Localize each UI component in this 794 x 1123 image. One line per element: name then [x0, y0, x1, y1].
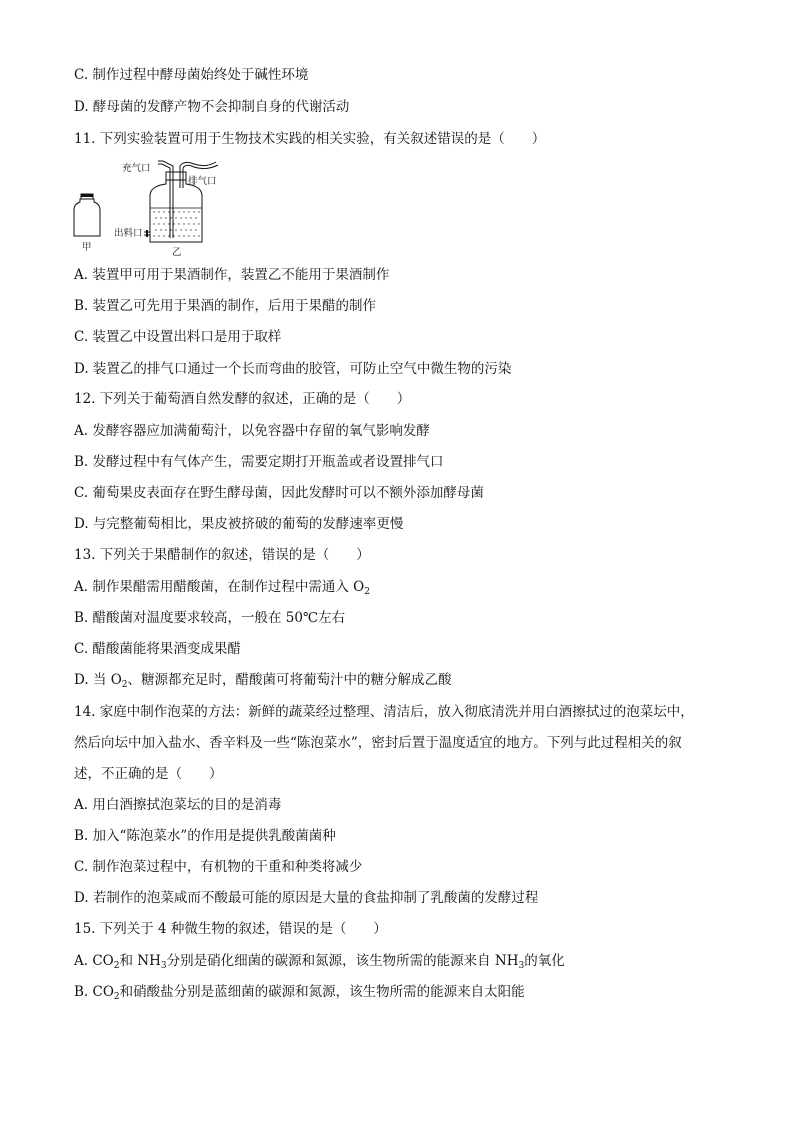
q13-option-b: B. 醋酸菌对温度要求较高，一般在 50℃左右	[74, 610, 346, 626]
fermentation-apparatus-figure	[66, 158, 236, 258]
q10-option-d: D. 酵母菌的发酵产物不会抑制自身的代谢活动	[74, 99, 350, 115]
q11-option-d: D. 装置乙的排气口通过一个长而弯曲的胶管，可防止空气中微生物的污染	[74, 361, 512, 377]
q14-option-a: A. 用白酒擦拭泡菜坛的目的是消毒	[74, 797, 282, 813]
q15-option-a	[74, 952, 565, 970]
q15a-text-1: A. CO	[74, 953, 114, 969]
q14-stem-line2: 然后向坛中加入盐水、香辛料及一些“陈泡菜水”，密封后置于温度适宜的地方。下列与此过程相关的叙	[74, 735, 682, 751]
q12-stem: 12. 下列关于葡萄酒自然发酵的叙述，正确的是（ ）	[74, 391, 411, 407]
label-exhaust: 排气口	[188, 176, 217, 187]
apparatus-diagram	[66, 158, 236, 258]
label-jia: 甲	[82, 242, 92, 253]
q15-stem: 15. 下列关于 4 种微生物的叙述，错误的是（ ）	[74, 921, 387, 937]
q11-stem: 11. 下列实验装置可用于生物技术实践的相关实验，有关叙述错误的是（ ）	[74, 131, 546, 147]
q14-stem-line1: 14. 家庭中制作泡菜的方法：新鲜的蔬菜经过整理、清洁后，放入彻底清洗并用白酒擦拭过的泡菜坛中，	[74, 704, 694, 720]
q14-stem-line3: 述，不正确的是（ ）	[74, 766, 223, 782]
q12-option-a: A. 发酵容器应加满葡萄汁，以免容器中存留的氧气影响发酵	[74, 423, 430, 439]
q13-stem: 13. 下列关于果醋制作的叙述，错误的是（ ）	[74, 547, 370, 563]
q15b-text-2: 和硝酸盐分别是蓝细菌的碳源和氮源，该生物所需的能源来自太阳能	[119, 984, 525, 1000]
q10-option-c: C. 制作过程中酵母菌始终处于碱性环境	[74, 67, 309, 83]
bottle-yi	[144, 161, 218, 242]
q13d-subscript: 2	[121, 680, 128, 690]
q15a-text-3: 分别是硝化细菌的碳源和氮源，该生物所需的能源来自 NH	[166, 953, 519, 969]
label-yi: 乙	[172, 247, 182, 258]
q13-option-c: C. 醋酸菌能将果酒变成果醋	[74, 641, 241, 657]
q15-option-b	[74, 983, 525, 1001]
bottle-jia	[74, 194, 100, 236]
q15a-text-2: 和 NH	[119, 953, 161, 969]
q15a-sub-1: 2	[113, 961, 120, 971]
q14-option-b: B. 加入“陈泡菜水”的作用是提供乳酸菌菌种	[74, 828, 336, 844]
q15a-sub-2: 3	[160, 961, 167, 971]
q13d-text-pre: D. 当 O	[74, 672, 122, 688]
q13a-text: A. 制作果醋需用醋酸菌，在制作过程中需通入 O	[74, 579, 365, 595]
q14-option-c: C. 制作泡菜过程中，有机物的干重和种类将减少	[74, 859, 363, 875]
q15b-text-1: B. CO	[74, 984, 114, 1000]
q13-option-d	[74, 671, 452, 689]
label-outlet: 出料口	[114, 228, 143, 239]
q12-option-c: C. 葡萄果皮表面存在野生酵母菌，因此发酵时可以不额外添加酵母菌	[74, 485, 484, 501]
q11-option-b: B. 装置乙可先用于果酒的制作，后用于果醋的制作	[74, 298, 377, 314]
q13-option-a	[74, 578, 370, 596]
q15b-sub-1: 2	[113, 992, 120, 1002]
q11-option-c: C. 装置乙中设置出料口是用于取样	[74, 329, 282, 345]
q13a-subscript: 2	[364, 587, 370, 597]
q15a-text-4: 的氧化	[524, 953, 565, 969]
q11-option-a: A. 装置甲可用于果酒制作，装置乙不能用于果酒制作	[74, 267, 390, 283]
q14-option-d: D. 若制作的泡菜咸而不酸最可能的原因是大量的食盐抑制了乳酸菌的发酵过程	[74, 890, 539, 906]
label-inlet: 充气口	[122, 163, 151, 174]
q12-option-d: D. 与完整葡萄相比，果皮被挤破的葡萄的发酵速率更慢	[74, 516, 404, 532]
q13d-text-post: 、糖源都充足时，醋酸菌可将葡萄汁中的糖分解成乙酸	[127, 672, 452, 688]
q15a-sub-3: 3	[518, 961, 525, 971]
q12-option-b: B. 发酵过程中有气体产生，需要定期打开瓶盖或者设置排气口	[74, 454, 444, 470]
